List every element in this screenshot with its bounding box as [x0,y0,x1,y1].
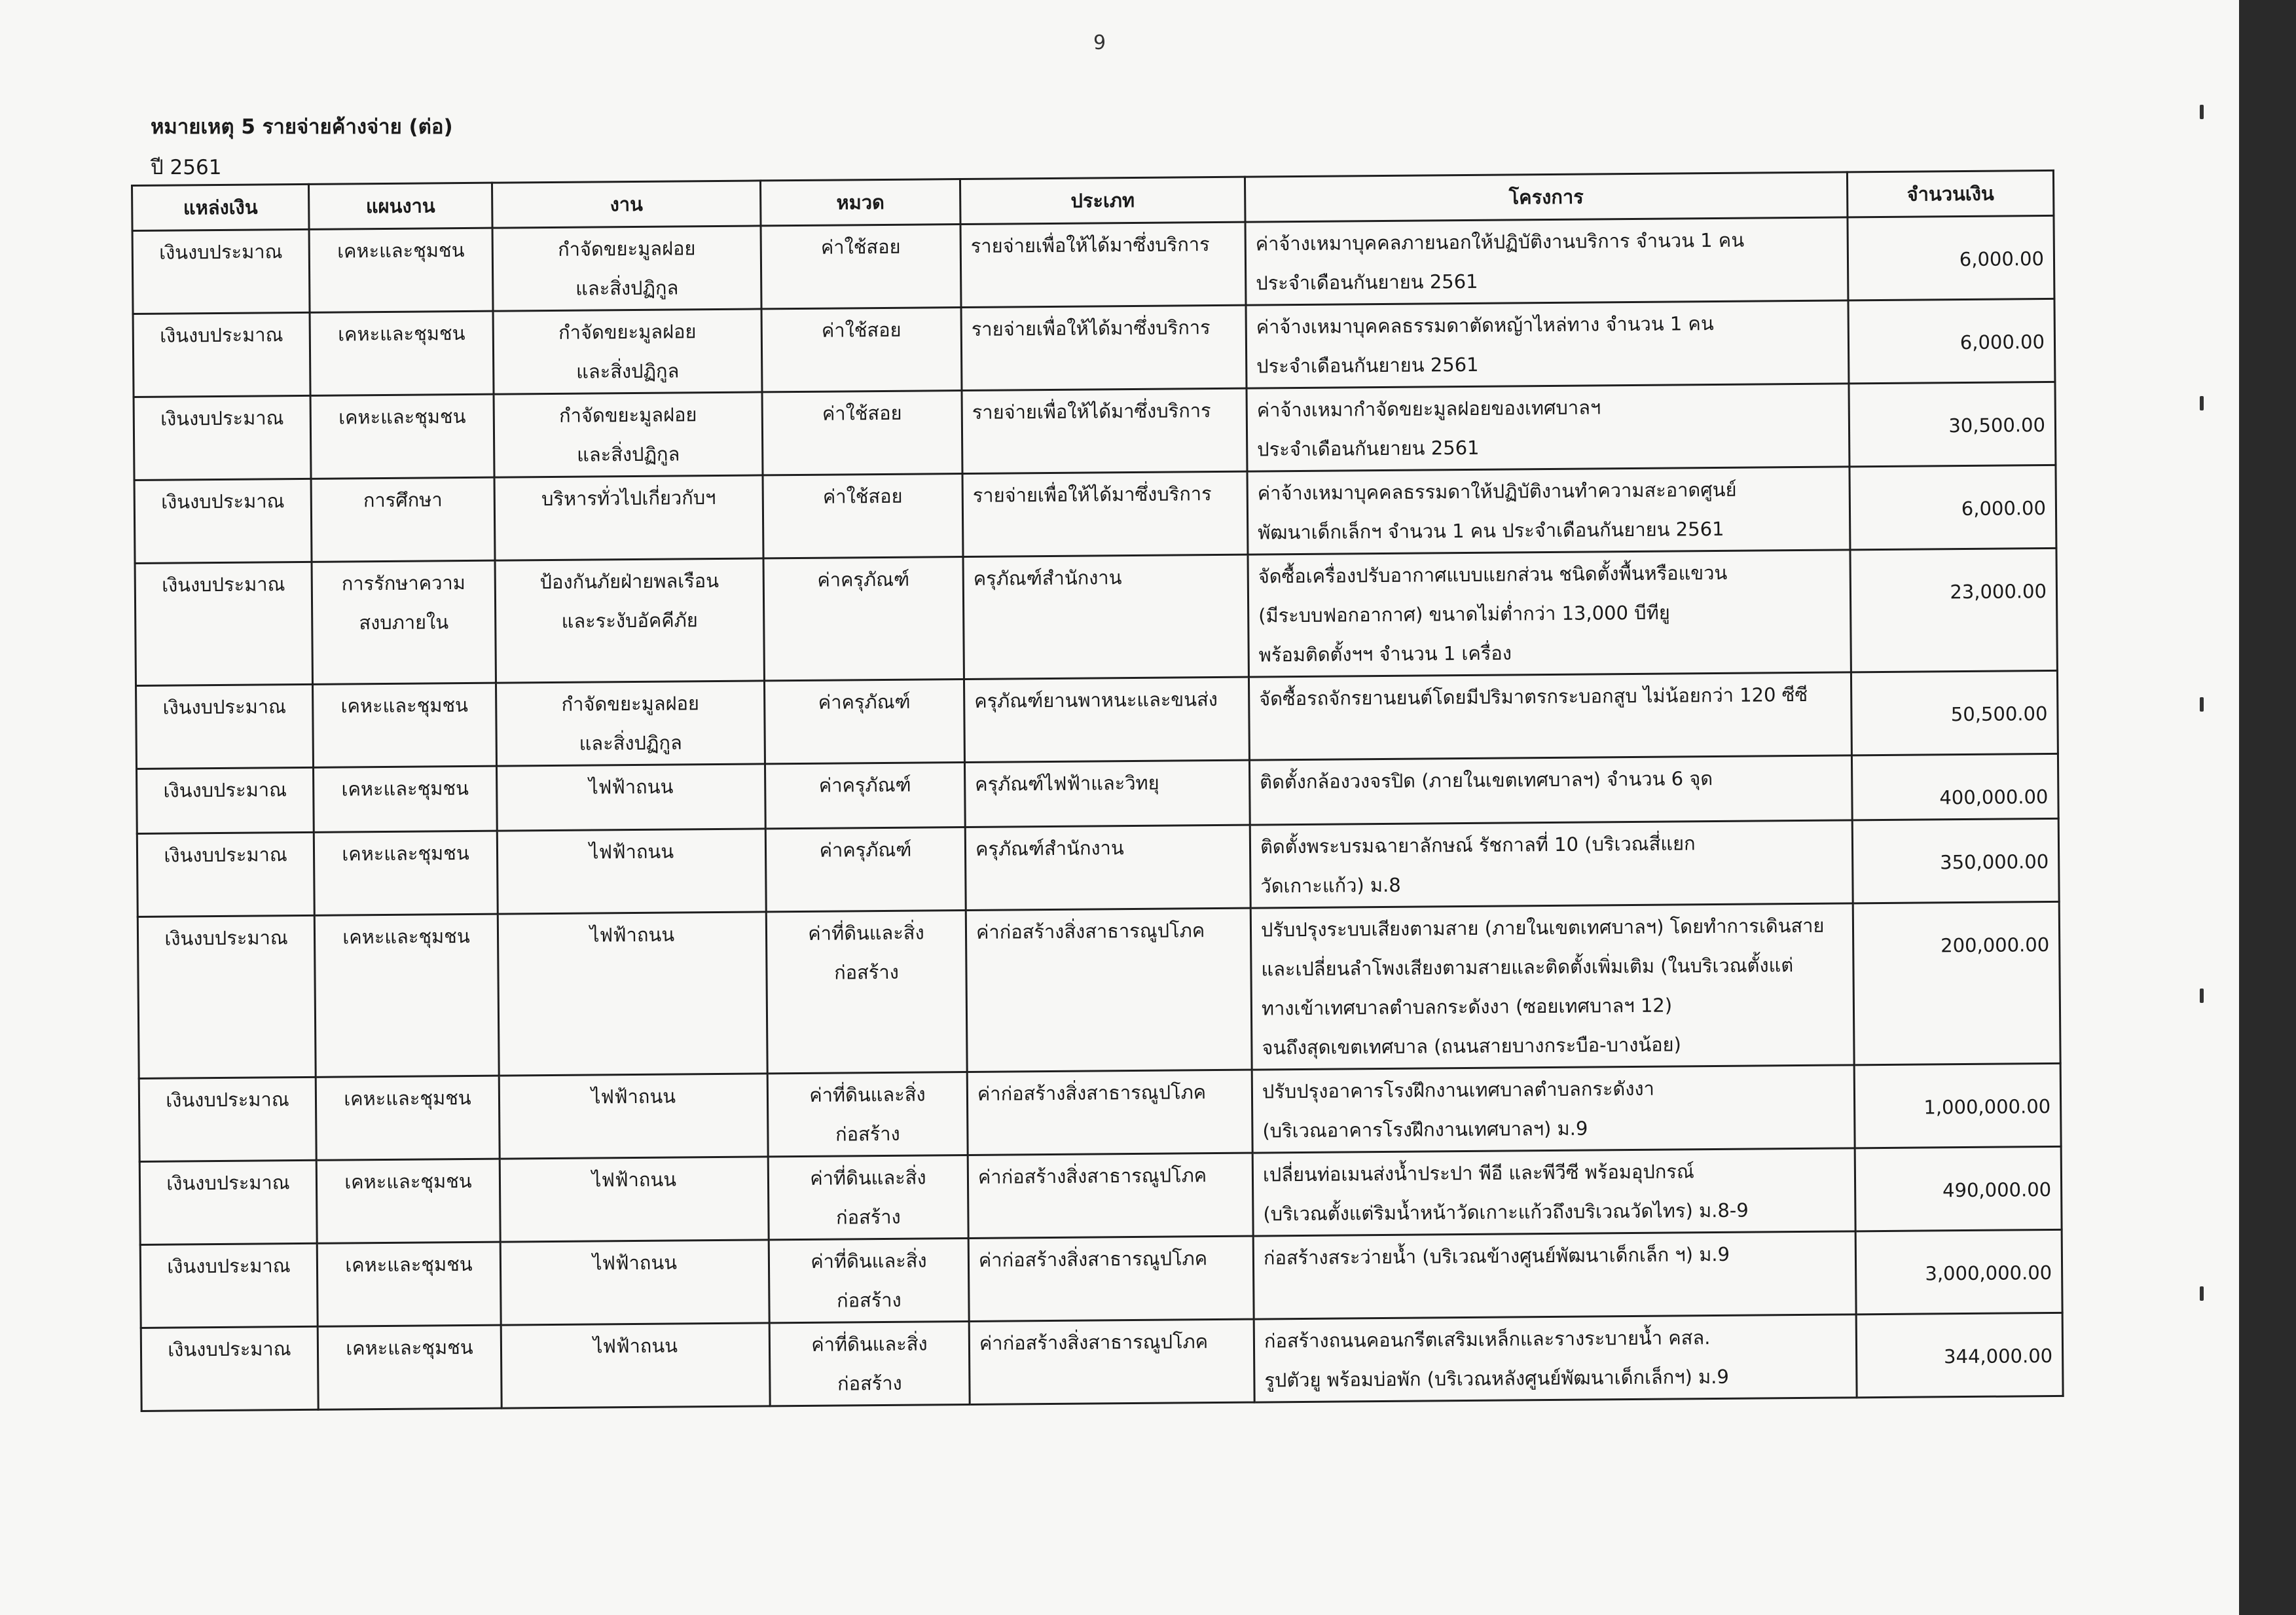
header-category: หมวด [760,179,960,226]
header-amount: จำนวนเงิน [1847,170,2054,217]
cell-plan: เคหะและชุมชน [318,1325,501,1409]
cell-project: ค่าจ้างเหมาบุคคลธรรมดาให้ปฏิบัติงานทำความสะอาดศูนย์ พัฒนาเด็กเล็กฯ จำนวน 1 คน ประจำเดือนกันยายน 2561 [1247,467,1850,554]
cell-plan: เคหะและชุมชน [309,228,493,312]
cell-source: เงินงบประมาณ [133,312,310,397]
cell-project: จัดซื้อรถจักรยานยนต์โดยมีปริมาตรกระบอกสูบ ไม่น้อยกว่า 120 ซีซี [1248,672,1851,760]
cell-plan: เคหะและชุมชน [314,766,498,832]
scan-speck [2200,105,2204,119]
cell-type: รายจ่ายเพื่อให้ได้มาซึ่งบริการ [960,222,1246,307]
cell-amount: 6,000.00 [1850,465,2056,549]
cell-amount: 3,000,000.00 [1855,1229,2062,1314]
cell-work: บริหารทั่วไปเกี่ยวกับฯ [494,475,763,560]
cell-type: ครุภัณฑ์ไฟฟ้าและวิทยุ [964,760,1250,827]
cell-type: ครุภัณฑ์สำนักงาน [963,554,1248,679]
cell-amount: 23,000.00 [1850,548,2057,672]
cell-source: เงินงบประมาณ [139,1077,316,1161]
cell-type: ค่าก่อสร้างสิ่งสาธารณูปโภค [968,1153,1253,1238]
cell-project: ก่อสร้างสระว่ายน้ำ (บริเวณข้างศูนย์พัฒนาเด็กเล็ก ฯ) ม.9 [1253,1231,1856,1319]
cell-plan: เคหะและชุมชน [316,1159,500,1243]
cell-amount: 6,000.00 [1848,215,2054,300]
cell-project: ค่าจ้างเหมาบุคคลภายนอกให้ปฏิบัติงานบริการ จำนวน 1 คน ประจำเดือนกันยายน 2561 [1245,217,1848,305]
scan-speck [2200,1286,2204,1301]
cell-project: ปรับปรุงระบบเสียงตามสาย (ภายในเขตเทศบาลฯ) โดยทำการเดินสาย และเปลี่ยนลำโพงเสียงตามสายและติดตั้งเพิ่มเติม (ในบริเวณตั้งแต่ ทางเข้าเทศบาลตำบลกระดังงา (ซอยเทศบาลฯ 12) จนถึงสุดเขตเทศบาล (ถนนสายบางกระบือ-บางน้อย) [1250,903,1854,1070]
cell-source: เงินงบประมาณ [137,767,314,833]
cell-source: เงินงบประมาณ [137,915,316,1078]
table-row [132,215,2054,314]
cell-source: เงินงบประมาณ [134,395,311,480]
cell-work: กำจัดขยะมูลฝอย และสิ่งปฏิกูล [492,226,761,311]
cell-project: ก่อสร้างถนนคอนกรีตเสริมเหล็กและรางระบายน้ำ คสล. รูปตัวยู พร้อมบ่อพัก (บริเวณหลังศูนย์พัฒนาเด็กเล็กฯ) ม.9 [1254,1315,1857,1402]
scan-speck [2200,989,2204,1003]
table-row [136,670,2058,769]
cell-plan: เคหะและชุมชน [316,1076,500,1160]
cell-type: รายจ่ายเพื่อให้ได้มาซึ่งบริการ [962,471,1248,556]
cell-amount: 490,000.00 [1855,1146,2062,1231]
cell-plan: การศึกษา [311,477,495,562]
cell-project: ติดตั้งกล้องวงจรปิด (ภายในเขตเทศบาลฯ) จำนวน 6 จุด [1249,755,1852,825]
header-project: โครงการ [1245,172,1848,222]
cell-project: ติดตั้งพระบรมฉายาลักษณ์ รัชกาลที่ 10 (บริเวณสี่แยก วัดเกาะแก้ว) ม.8 [1250,820,1853,908]
cell-source: เงินงบประมาณ [137,832,314,916]
cell-category: ค่าที่ดินและสิ่งก่อสร้าง [769,1239,969,1323]
header-work: งาน [492,181,761,228]
cell-work: กำจัดขยะมูลฝอย และสิ่งปฏิกูล [496,681,765,766]
cell-category: ค่าใช้สอย [763,474,963,558]
cell-amount: 1,000,000.00 [1854,1063,2061,1148]
cell-work: กำจัดขยะมูลฝอย และสิ่งปฏิกูล [494,392,763,477]
cell-plan: เคหะและชุมชน [310,394,494,479]
cell-project: จัดซื้อเครื่องปรับอากาศแบบแยกส่วน ชนิดตั้งพื้นหรือแขวน (มีระบบฟอกอากาศ) ขนาดไม่ต่ำกว่า 13,000 บีทียู พร้อมติดตั้งฯฯ จำนวน 1 เครื่อง [1248,550,1851,677]
table-row [137,818,2059,916]
cell-plan: เคหะและชุมชน [317,1242,501,1326]
cell-category: ค่าที่ดินและสิ่งก่อสร้าง [767,1072,968,1157]
cell-type: ครุภัณฑ์ยานพาหนะและขนส่ง [964,677,1249,762]
cell-work: ไฟฟ้าถนน [501,1323,770,1408]
cell-type: รายจ่ายเพื่อให้ได้มาซึ่งบริการ [962,388,1247,473]
cell-plan: เคหะและชุมชน [314,914,499,1077]
cell-category: ค่าครุภัณฑ์ [764,680,964,764]
cell-category: ค่าที่ดินและสิ่งก่อสร้าง [766,911,967,1074]
scan-speck [2200,697,2204,712]
cell-source: เงินงบประมาณ [136,684,314,769]
table-row [133,299,2055,397]
cell-work: ไฟฟ้าถนน [496,764,765,831]
cell-category: ค่าใช้สอย [761,225,961,309]
cell-source: เงินงบประมาณ [140,1243,318,1328]
cell-plan: เคหะและชุมชน [313,683,497,767]
cell-source: เงินงบประมาณ [141,1326,318,1411]
cell-source: เงินงบประมาณ [134,479,312,563]
accrued-expenses-table [131,170,2064,1412]
table-row [134,465,2056,563]
cell-plan: เคหะและชุมชน [314,831,498,915]
cell-source: เงินงบประมาณ [132,229,310,314]
cell-category: ค่าครุภัณฑ์ [763,557,964,681]
cell-work: ไฟฟ้าถนน [500,1157,769,1242]
cell-category: ค่าครุภัณฑ์ [765,763,965,829]
cell-type: ครุภัณฑ์สำนักงาน [965,825,1250,910]
cell-project: เปลี่ยนท่อเมนส่งน้ำประปา พีอี และพีวีซี พร้อมอุปกรณ์ (บริเวณตั้งแต่ริมน้ำหน้าวัดเกาะแก้วถึงบริเวณวัดไทร) ม.8-9 [1252,1148,1855,1236]
cell-category: ค่าใช้สอย [762,391,962,475]
page-number: 9 [1093,31,1106,54]
fiscal-year: ปี 2561 [151,156,222,179]
table-row [135,548,2057,685]
cell-plan: การรักษาความ สงบภายใน [312,560,496,684]
note-heading: หมายเหตุ 5 รายจ่ายค้างจ่าย (ต่อ) [151,115,453,139]
cell-amount: 344,000.00 [1856,1313,2063,1397]
cell-type: ค่าก่อสร้างสิ่งสาธารณูปโภค [968,1236,1254,1321]
cell-work: ไฟฟ้าถนน [499,1074,768,1159]
cell-category: ค่าใช้สอย [761,308,962,392]
table-row [139,1146,2062,1244]
cell-amount: 30,500.00 [1849,382,2056,466]
cell-work: ไฟฟ้าถนน [498,912,767,1076]
cell-type: ค่าก่อสร้างสิ่งสาธารณูปโภค [969,1319,1254,1404]
cell-amount: 50,500.00 [1851,670,2058,755]
cell-plan: เคหะและชุมชน [310,311,494,395]
cell-project: ค่าจ้างเหมาบุคคลธรรมดาตัดหญ้าไหล่ทาง จำนวน 1 คน ประจำเดือนกันยายน 2561 [1246,300,1849,388]
scan-edge-shadow [2239,0,2296,1615]
cell-source: เงินงบประมาณ [135,562,312,685]
scan-speck [2200,396,2204,410]
cell-category: ค่าที่ดินและสิ่งก่อสร้าง [768,1155,968,1240]
cell-category: ค่าที่ดินและสิ่งก่อสร้าง [769,1321,970,1406]
cell-category: ค่าครุภัณฑ์ [765,827,966,912]
header-source: แหล่งเงิน [132,184,310,230]
table-row [139,1063,2061,1161]
cell-amount: 6,000.00 [1848,299,2055,383]
header-plan: แผนงาน [309,183,493,229]
cell-type: ค่าก่อสร้างสิ่งสาธารณูปโภค [967,1070,1252,1155]
cell-work: กำจัดขยะมูลฝอย และสิ่งปฏิกูล [493,309,762,394]
cell-work: ป้องกันภัยฝ่ายพลเรือน และระงับอัคคีภัย [495,558,764,683]
table-row [137,901,2060,1078]
cell-project: ปรับปรุงอาคารโรงฝึกงานเทศบาลตำบลกระดังงา (บริเวณอาคารโรงฝึกงานเทศบาลฯ) ม.9 [1252,1065,1855,1153]
table-row [134,382,2056,480]
table-row [140,1229,2062,1328]
cell-amount: 200,000.00 [1853,901,2060,1064]
cell-amount: 350,000.00 [1852,818,2059,903]
cell-work: ไฟฟ้าถนน [497,829,766,914]
header-type: ประเภท [960,177,1245,224]
cell-work: ไฟฟ้าถนน [500,1240,769,1325]
cell-amount: 400,000.00 [1851,753,2058,820]
cell-project: ค่าจ้างเหมากำจัดขยะมูลฝอยของเทศบาลฯ ประจำเดือนกันยายน 2561 [1247,384,1850,471]
cell-type: ค่าก่อสร้างสิ่งสาธารณูปโภค [966,908,1252,1072]
cell-type: รายจ่ายเพื่อให้ได้มาซึ่งบริการ [961,305,1247,390]
table-row [141,1313,2063,1411]
cell-source: เงินงบประมาณ [139,1160,317,1244]
